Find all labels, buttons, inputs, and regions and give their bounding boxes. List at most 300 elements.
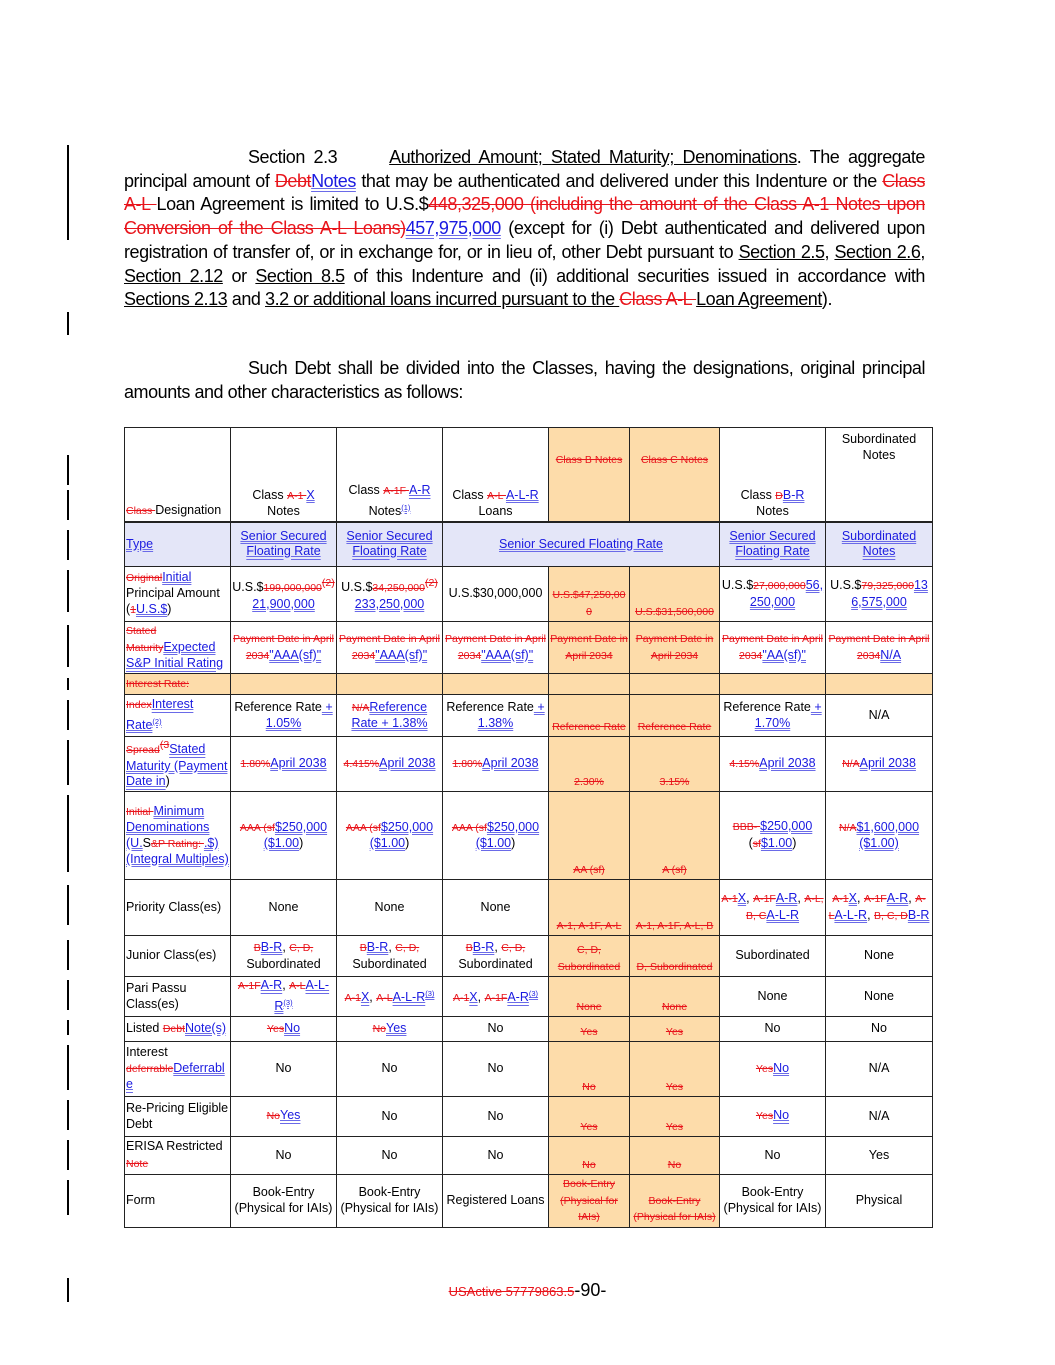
table-cell <box>549 737 630 792</box>
inserted-text: April 2038 <box>859 755 916 770</box>
deleted-text: A-L, B, C <box>745 893 824 922</box>
cell-text: ) <box>167 601 172 616</box>
inserted-text: Yes <box>280 1108 301 1123</box>
deleted-text: Yes <box>665 1025 684 1038</box>
inserted-text: B-R <box>472 940 495 954</box>
cell-text: ERISA Restricted <box>126 1139 223 1153</box>
deleted-text: C, D, <box>395 942 420 954</box>
table-cell <box>826 567 933 622</box>
inserted-text: $250,000 ($1.00 <box>263 819 328 850</box>
section-2-3-paragraph <box>124 146 925 312</box>
inserted-text: Stated Maturity (Payment Date in <box>126 742 228 789</box>
inserted-text: (3) <box>528 989 539 999</box>
deleted-text: deferrable <box>126 1062 174 1075</box>
table-cell <box>720 428 826 522</box>
change-bar <box>67 980 69 1010</box>
cell-text: ) <box>792 835 797 850</box>
cell-text: N/A <box>868 707 890 722</box>
inserted-text: Senior Secured Floating Rate <box>240 528 327 559</box>
change-bar <box>67 940 69 970</box>
table-cell <box>826 522 933 567</box>
deleted-text: Yes <box>665 1080 684 1093</box>
change-bar <box>67 490 69 520</box>
section-reference[interactable]: Sections 2.13 <box>124 289 228 310</box>
section-reference[interactable]: Loan Agreement <box>696 289 822 310</box>
table-cell <box>337 674 443 695</box>
section-heading: Authorized Amount; Stated Maturity; Denominations <box>389 147 797 167</box>
inserted-text: No <box>284 1020 301 1035</box>
inserted-text: U.S.$ <box>136 601 168 616</box>
table-cell <box>337 936 443 977</box>
deleted-text: A-1, A-1F, A-L <box>556 919 622 932</box>
inserted-text: A-L-R <box>274 978 330 1014</box>
table-cell <box>231 977 337 1017</box>
deleted-text: A-1 <box>721 893 738 905</box>
cell-text: , <box>908 891 916 905</box>
deleted-text: Initial <box>126 805 154 818</box>
table-row-type <box>125 522 933 567</box>
deleted-text: C, D, Subordinated <box>557 944 621 973</box>
table-cell <box>337 622 443 674</box>
cell-text: U.S.$ <box>341 580 373 595</box>
change-bar <box>67 145 69 240</box>
text: . The aggregate principal amount of <box>124 147 925 191</box>
deleted-text: 199,000,000 <box>263 582 322 595</box>
cell-text: , <box>282 940 290 954</box>
table-cell <box>720 567 826 622</box>
deleted-text: Payment Date in April 2034 <box>339 633 440 662</box>
change-bar <box>67 1100 69 1130</box>
inserted-text: Type <box>126 536 154 551</box>
text: or <box>222 265 256 286</box>
inserted-text: Subordinated Notes <box>841 528 917 559</box>
deleted-text: Class <box>126 505 156 517</box>
table-cell <box>337 522 443 567</box>
deleted-text: Class C Notes <box>640 454 709 466</box>
table-cell <box>231 1017 337 1042</box>
table-row-erisa <box>125 1137 933 1175</box>
deleted-text: Yes <box>755 1062 774 1075</box>
table-row-interest <box>125 695 933 737</box>
inserted-text: "AAA(sf)" <box>375 647 428 662</box>
deleted-text: Payment Date in April 2034 <box>722 633 823 662</box>
inserted-text: (3) <box>425 989 435 999</box>
table-cell <box>443 1175 549 1228</box>
cell-text: U.S.$ <box>232 580 264 595</box>
inserted-text: Interest Rate <box>126 697 194 733</box>
text: , <box>824 241 835 262</box>
deleted-text: Payment Date in April 2034 <box>550 633 628 662</box>
inserted-text: April 2038 <box>270 755 327 770</box>
deleted-text: AA (sf) <box>573 863 605 876</box>
deleted-text: A-1 <box>832 893 849 905</box>
table-row-irow <box>125 674 933 695</box>
deleted-text: Stated Maturity <box>126 625 164 654</box>
inserted-text: A-L-R <box>766 907 800 922</box>
table-cell <box>630 567 720 622</box>
deleted-text: No <box>582 1080 596 1093</box>
cell-text: , <box>494 940 502 954</box>
deleted-text: 4.15% <box>729 757 760 770</box>
page-number: -90- <box>574 1280 607 1300</box>
deleted-text: A-1, A-1F, A-L, B <box>635 919 714 932</box>
row-label <box>125 1042 231 1097</box>
row-label <box>125 880 231 936</box>
table-cell <box>826 1097 933 1137</box>
row-label <box>125 792 231 880</box>
table-cell <box>231 695 337 737</box>
cell-text: Subordinated <box>246 956 321 971</box>
deleted-text: U.S.$31,500,000 <box>635 605 714 618</box>
cell-text: Book-Entry (Physical for IAIs) <box>723 1185 822 1215</box>
cell-text: None <box>864 988 894 1003</box>
deleted-text: 1.80% <box>452 757 483 770</box>
table-cell <box>443 674 549 695</box>
deleted-text: U.S.$47,250,000 <box>552 589 626 618</box>
deleted-text: B, C, D <box>874 909 908 922</box>
deleted-text: AAA (sf <box>239 821 275 834</box>
deleted-text: Yes <box>665 1120 684 1133</box>
cell-text: Interest <box>126 1045 168 1060</box>
section-reference[interactable]: Section 2.12 <box>124 265 223 286</box>
cell-text: Junior Class(es) <box>126 948 217 963</box>
table-row-form <box>125 1175 933 1228</box>
deleted-text: C, D, <box>289 942 314 954</box>
cell-text: Subordinated <box>458 956 533 971</box>
inserted-text: "AAA(sf)" <box>269 647 322 662</box>
table-cell <box>443 567 549 622</box>
inserted-text: 136,575,000 <box>851 578 928 609</box>
row-label <box>125 695 231 737</box>
cell-text: Notes <box>756 504 789 518</box>
change-bar <box>67 625 69 667</box>
table-cell <box>720 792 826 880</box>
table-cell <box>720 622 826 674</box>
table-cell <box>231 622 337 674</box>
inserted-text: B-R <box>366 940 389 954</box>
table-cell <box>231 880 337 936</box>
cell-text: None <box>480 899 511 914</box>
table-cell <box>443 880 549 936</box>
table-cell <box>337 880 443 936</box>
deleted-text: AAA (sf <box>345 821 381 834</box>
deleted-text: D <box>775 489 783 502</box>
deleted-text: A-1F <box>237 980 261 993</box>
deleted-text: No <box>266 1110 281 1123</box>
table-cell <box>337 428 443 522</box>
table-cell <box>826 695 933 737</box>
deleted-text: A-L <box>828 893 926 922</box>
table-cell <box>826 1042 933 1097</box>
inserted-text: A-L-R <box>834 907 868 922</box>
cell-text: Priority Class(es) <box>126 899 222 914</box>
table-cell <box>443 1097 549 1137</box>
table-cell <box>337 1137 443 1175</box>
inserted-text: (3) <box>283 997 293 1007</box>
table-cell <box>720 1097 826 1137</box>
cell-text: No <box>381 1147 398 1162</box>
table-cell <box>630 695 720 737</box>
cell-text: U.S.$30,000,000 <box>448 586 543 601</box>
cell-text: Class <box>740 487 776 502</box>
change-bar <box>67 1140 69 1170</box>
classes-intro-paragraph <box>124 357 925 404</box>
table-cell <box>826 1175 933 1228</box>
table-cell <box>720 1175 826 1228</box>
deleted-text: None <box>661 1000 688 1013</box>
cell-text: No <box>381 1061 398 1076</box>
table-cell <box>549 792 630 880</box>
deleted-text: Original <box>126 571 163 584</box>
table-cell <box>549 977 630 1017</box>
deleted-text: BBB- <box>732 821 761 833</box>
inserted-text: A-R <box>886 891 909 905</box>
table-cell <box>231 674 337 695</box>
deleted-text: Spread <box>126 744 160 757</box>
deleted-text: Book-Entry (Physical for IAIs) <box>560 1178 618 1223</box>
table-cell <box>337 1097 443 1137</box>
inserted-text: $250,000 <box>760 819 813 833</box>
table-cell <box>630 977 720 1017</box>
change-bar <box>67 885 69 925</box>
deleted-text: Payment Date in April 2034 <box>445 633 546 662</box>
deleted-text: B <box>465 942 473 954</box>
section-reference[interactable]: Section 8.5 <box>255 265 345 286</box>
table-cell <box>231 792 337 880</box>
deleted-text: sf <box>752 837 761 850</box>
deleted-text: A-L <box>289 980 306 993</box>
table-cell <box>337 695 443 737</box>
deleted-text: A-1 <box>287 489 307 502</box>
text: (except for (i) Debt authenticated and delivered upon registration of transfer of, or in exchange for, or in lieu of, other Debt pursuant to <box>124 218 925 262</box>
section-reference[interactable]: Section 2.5 <box>738 241 825 262</box>
table-cell <box>443 622 549 674</box>
table-cell <box>630 674 720 695</box>
deleted-text: 34,250,000 <box>372 582 425 595</box>
text: and <box>227 289 266 310</box>
cell-text: Principal Amount ( <box>126 586 220 616</box>
inserted-text: A-L-R <box>392 990 426 1005</box>
table-cell <box>549 1017 630 1042</box>
table-cell <box>826 428 933 522</box>
table-cell <box>549 1097 630 1137</box>
change-bar <box>67 678 69 690</box>
cell-text: No <box>487 1147 504 1162</box>
cell-text: ) <box>405 836 410 850</box>
table-cell <box>443 977 549 1017</box>
deleted-text: &P Rating: <box>151 837 204 850</box>
deleted-text: 79,325,000 <box>861 580 914 592</box>
table-cell <box>630 880 720 936</box>
table-cell <box>630 428 720 522</box>
debt-classes-table <box>124 427 933 1228</box>
cell-text: S <box>142 835 152 850</box>
table-cell <box>630 1042 720 1097</box>
text: , <box>920 241 925 262</box>
inserted-text: $1,600,000 ($1.00) <box>856 819 920 850</box>
inserted-text: Notes <box>311 170 356 191</box>
deleted-text: Yes <box>580 1120 598 1133</box>
table-cell <box>630 1017 720 1042</box>
table-cell <box>826 880 933 936</box>
page-footer <box>0 1280 1055 1301</box>
deleted-text: AAA (sf <box>451 821 487 834</box>
inserted-text: B-R <box>260 940 283 954</box>
table-cell <box>720 1042 826 1097</box>
deleted-text: Class A-L <box>124 170 925 215</box>
inserted-text: X <box>469 990 478 1005</box>
deleted-text: 2.30% <box>574 775 604 788</box>
table-cell <box>549 880 630 936</box>
inserted-text: Senior Secured Floating Rate <box>729 528 816 559</box>
table-cell <box>443 936 549 977</box>
deleted-text: Payment Date in April 2034 <box>233 633 334 662</box>
change-bar <box>67 700 69 730</box>
inserted-text: A-L-R <box>505 487 539 502</box>
table-row-junior <box>125 936 933 977</box>
deleted-text: 1 <box>130 603 137 616</box>
table-cell <box>720 977 826 1017</box>
inserted-text: X <box>306 487 315 502</box>
table-cell <box>337 1175 443 1228</box>
row-label <box>125 936 231 977</box>
table-cell <box>549 674 630 695</box>
cell-text: N/A <box>868 1061 890 1076</box>
cell-text: U.S.$ <box>830 578 862 592</box>
inserted-text: Senior Secured Floating Rate <box>346 528 433 559</box>
inserted-text: Expected S&P Initial Rating <box>126 639 224 671</box>
deleted-text: Yes <box>266 1022 285 1035</box>
deleted-text: C, D, <box>501 942 526 954</box>
table-cell <box>630 737 720 792</box>
inserted-text: April 2038 <box>759 755 816 770</box>
table-cell <box>337 792 443 880</box>
deleted-text: A-L <box>376 992 393 1005</box>
inserted-text: Reference Rate + 1.38% <box>351 699 428 730</box>
section-reference[interactable]: 3.2 or additional loans incurred pursuant to the <box>265 289 620 310</box>
deleted-text: A-1 <box>344 992 361 1005</box>
cell-text: N/A <box>868 1108 890 1123</box>
row-label <box>125 1137 231 1175</box>
inserted-text: $1.00 <box>760 835 793 850</box>
inserted-text: X <box>737 891 747 905</box>
cell-text: , <box>867 907 875 922</box>
cell-text: Notes <box>368 504 402 518</box>
cell-text: Reference Rate <box>446 700 534 714</box>
inserted-text: X <box>848 891 857 905</box>
cell-text: , <box>797 891 805 905</box>
deleted-text: Reference Rate <box>637 720 712 733</box>
inserted-text: Senior Secured Floating Rate <box>499 536 663 551</box>
table-cell <box>720 737 826 792</box>
section-reference[interactable]: Section 2.6 <box>834 241 921 262</box>
inserted-text: "AA(sf)" <box>762 647 806 662</box>
inserted-text: + 1.38% <box>477 700 545 730</box>
deleted-text: A-1F <box>753 893 776 905</box>
table-cell <box>549 1175 630 1228</box>
table-cell <box>720 1137 826 1175</box>
deleted-text: Book-Entry (Physical for IAIs) <box>633 1194 716 1223</box>
inserted-text: $250,000 ($1.00 <box>369 819 434 850</box>
table-row-repricing <box>125 1097 933 1137</box>
table-cell <box>720 1017 826 1042</box>
cell-text: No <box>487 1061 504 1076</box>
table-cell <box>337 1042 443 1097</box>
inserted-text: April 2038 <box>379 755 436 770</box>
cell-text: ) <box>511 836 516 850</box>
inserted-text: 233,250,000 <box>354 596 425 611</box>
deleted-text: Class B Notes <box>555 454 623 466</box>
deleted-text: Debt <box>162 1022 186 1035</box>
inserted-text: A-R <box>260 978 283 993</box>
table-cell <box>549 567 630 622</box>
table-cell <box>826 1017 933 1042</box>
text: Loan Agreement is limited to U.S.$ <box>156 194 429 215</box>
cell-text: Designation <box>155 503 222 517</box>
inserted-text: N/A <box>880 647 902 662</box>
inserted-text: A-R <box>775 891 798 905</box>
inserted-text: Initial <box>162 569 192 584</box>
deleted-text: 448,325,000 (including the amount of the Class A-1 Notes upon Conversion of the Class A-L Loans) <box>124 194 925 239</box>
cell-text: No <box>764 1021 781 1036</box>
cell-text: ) <box>299 836 304 850</box>
deleted-text: N/A <box>351 701 370 714</box>
cell-text: , <box>369 990 377 1005</box>
row-label <box>125 737 231 792</box>
cell-text: ( <box>748 835 753 850</box>
table-cell <box>826 674 933 695</box>
table-row-denom <box>125 792 933 880</box>
table-cell <box>720 674 826 695</box>
deleted-text: (2) <box>424 576 438 589</box>
cell-text: Form <box>126 1193 156 1207</box>
table-cell <box>826 936 933 977</box>
deleted-text: No <box>667 1158 682 1171</box>
change-bar <box>67 455 69 485</box>
deleted-text: A-1 <box>452 992 470 1005</box>
table-cell <box>720 880 826 936</box>
table-cell <box>443 695 549 737</box>
table-cell <box>630 936 720 977</box>
change-bar <box>67 1045 69 1090</box>
inserted-text: 457,975,000 <box>405 218 501 239</box>
table-cell <box>549 1042 630 1097</box>
cell-text: Book-Entry (Physical for IAIs) <box>340 1185 439 1215</box>
table-cell <box>231 936 337 977</box>
row-label <box>125 977 231 1017</box>
table-cell <box>337 737 443 792</box>
inserted-text: B-R <box>907 907 930 922</box>
table-cell <box>337 977 443 1017</box>
deleted-text: 3.15% <box>659 775 690 788</box>
inserted-text: April 2038 <box>482 755 539 770</box>
cell-text: , <box>746 891 754 905</box>
deleted-text: (3 <box>159 739 170 752</box>
table-cell <box>549 695 630 737</box>
cell-text: No <box>764 1147 781 1162</box>
table-cell <box>549 428 630 522</box>
table-cell <box>443 522 720 567</box>
cell-text: Subordinated Notes <box>841 432 917 462</box>
row-label <box>125 674 231 695</box>
table-cell <box>231 1137 337 1175</box>
inserted-text: B-R <box>782 487 805 502</box>
deleted-text: (2) <box>321 576 335 589</box>
cell-text: Registered Loans <box>446 1193 545 1207</box>
deleted-text: 27,000,000 <box>753 580 806 592</box>
table-cell <box>443 1042 549 1097</box>
table-cell <box>549 622 630 674</box>
